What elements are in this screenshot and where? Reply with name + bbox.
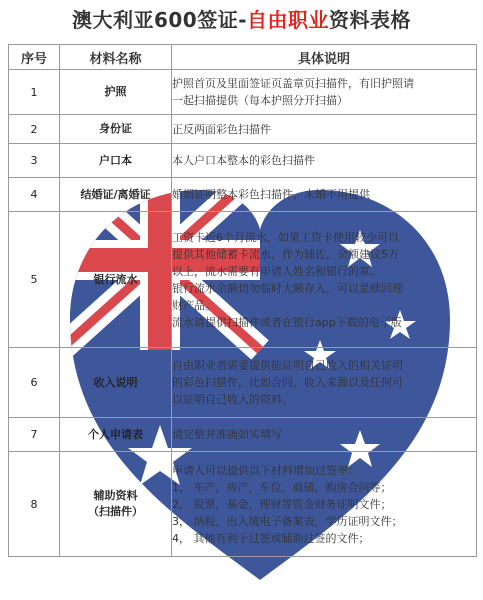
table-row [9,144,477,178]
title-highlight: 自由职业 [247,8,330,32]
row-number: 5 [9,212,60,348]
row-number: 1 [9,70,60,115]
row-number: 8 [9,452,60,557]
material-description: 婚姻证明整本彩色扫描件，未婚不用提供 [172,178,477,212]
table-row [9,70,477,115]
material-description: 请完整并准确如实填写 [172,418,477,452]
material-description: 本人户口本整本的彩色扫描件 [172,144,477,178]
page-title [0,0,483,40]
material-name: 身份证 [60,115,172,144]
header-material-name: 材料名称 [60,45,172,70]
material-description: 正反两面彩色扫描件 [172,115,477,144]
material-name: 结婚证/离婚证 [60,178,172,212]
material-description: 申请人可以提供以下材料增加过签率： 1， 车产，房产，车位，商铺，购房合同等； 2， 股票，基金，理财等资金财务证明文件； 3， 纳税，出入境电子备案表，学历证明文件； 4， 其他有利于过签或辅助过签的文件； [172,452,477,557]
table-header-row [9,45,477,70]
material-description: 护照首页及里面签证页盖章页扫描件，有旧护照请 一起扫描提供（每本护照分开扫描） [172,70,477,115]
material-description: 工资卡近6个月流水，如果工资卡使用较少可以 提供其他储蓄卡流水，作为辅佐，余额建议5万 以上，流水需要有申请人姓名和银行的章。 银行流水余额切勿临时大额存入，可以是赎回理 财产品。 流水请提供扫描件或者在银行app下载的电子版 [172,212,477,348]
material-name: 护照 [60,70,172,115]
title-part-3: 资料表格 [329,8,412,32]
material-name: 个人申请表 [60,418,172,452]
row-number: 6 [9,348,60,418]
material-description: 自由职业者需要提供能证明自己收入的相关证明 的彩色扫描件，比如合同，收入来源以及任何可 以证明自己收入的资料。 [172,348,477,418]
table-row [9,212,477,348]
table-row [9,452,477,557]
title-part-1: 澳大利亚600签证- [71,8,248,32]
table-row [9,115,477,144]
material-name: 户口本 [60,144,172,178]
material-name: 收入说明 [60,348,172,418]
table-row [9,418,477,452]
header-number: 序号 [9,45,60,70]
row-number: 7 [9,418,60,452]
materials-table [8,44,477,557]
row-number: 2 [9,115,60,144]
row-number: 4 [9,178,60,212]
table-row [9,178,477,212]
row-number: 3 [9,144,60,178]
table-row [9,348,477,418]
material-name: 辅助资料 （扫描件） [60,452,172,557]
header-description: 具体说明 [172,45,477,70]
material-name: 银行流水 [60,212,172,348]
